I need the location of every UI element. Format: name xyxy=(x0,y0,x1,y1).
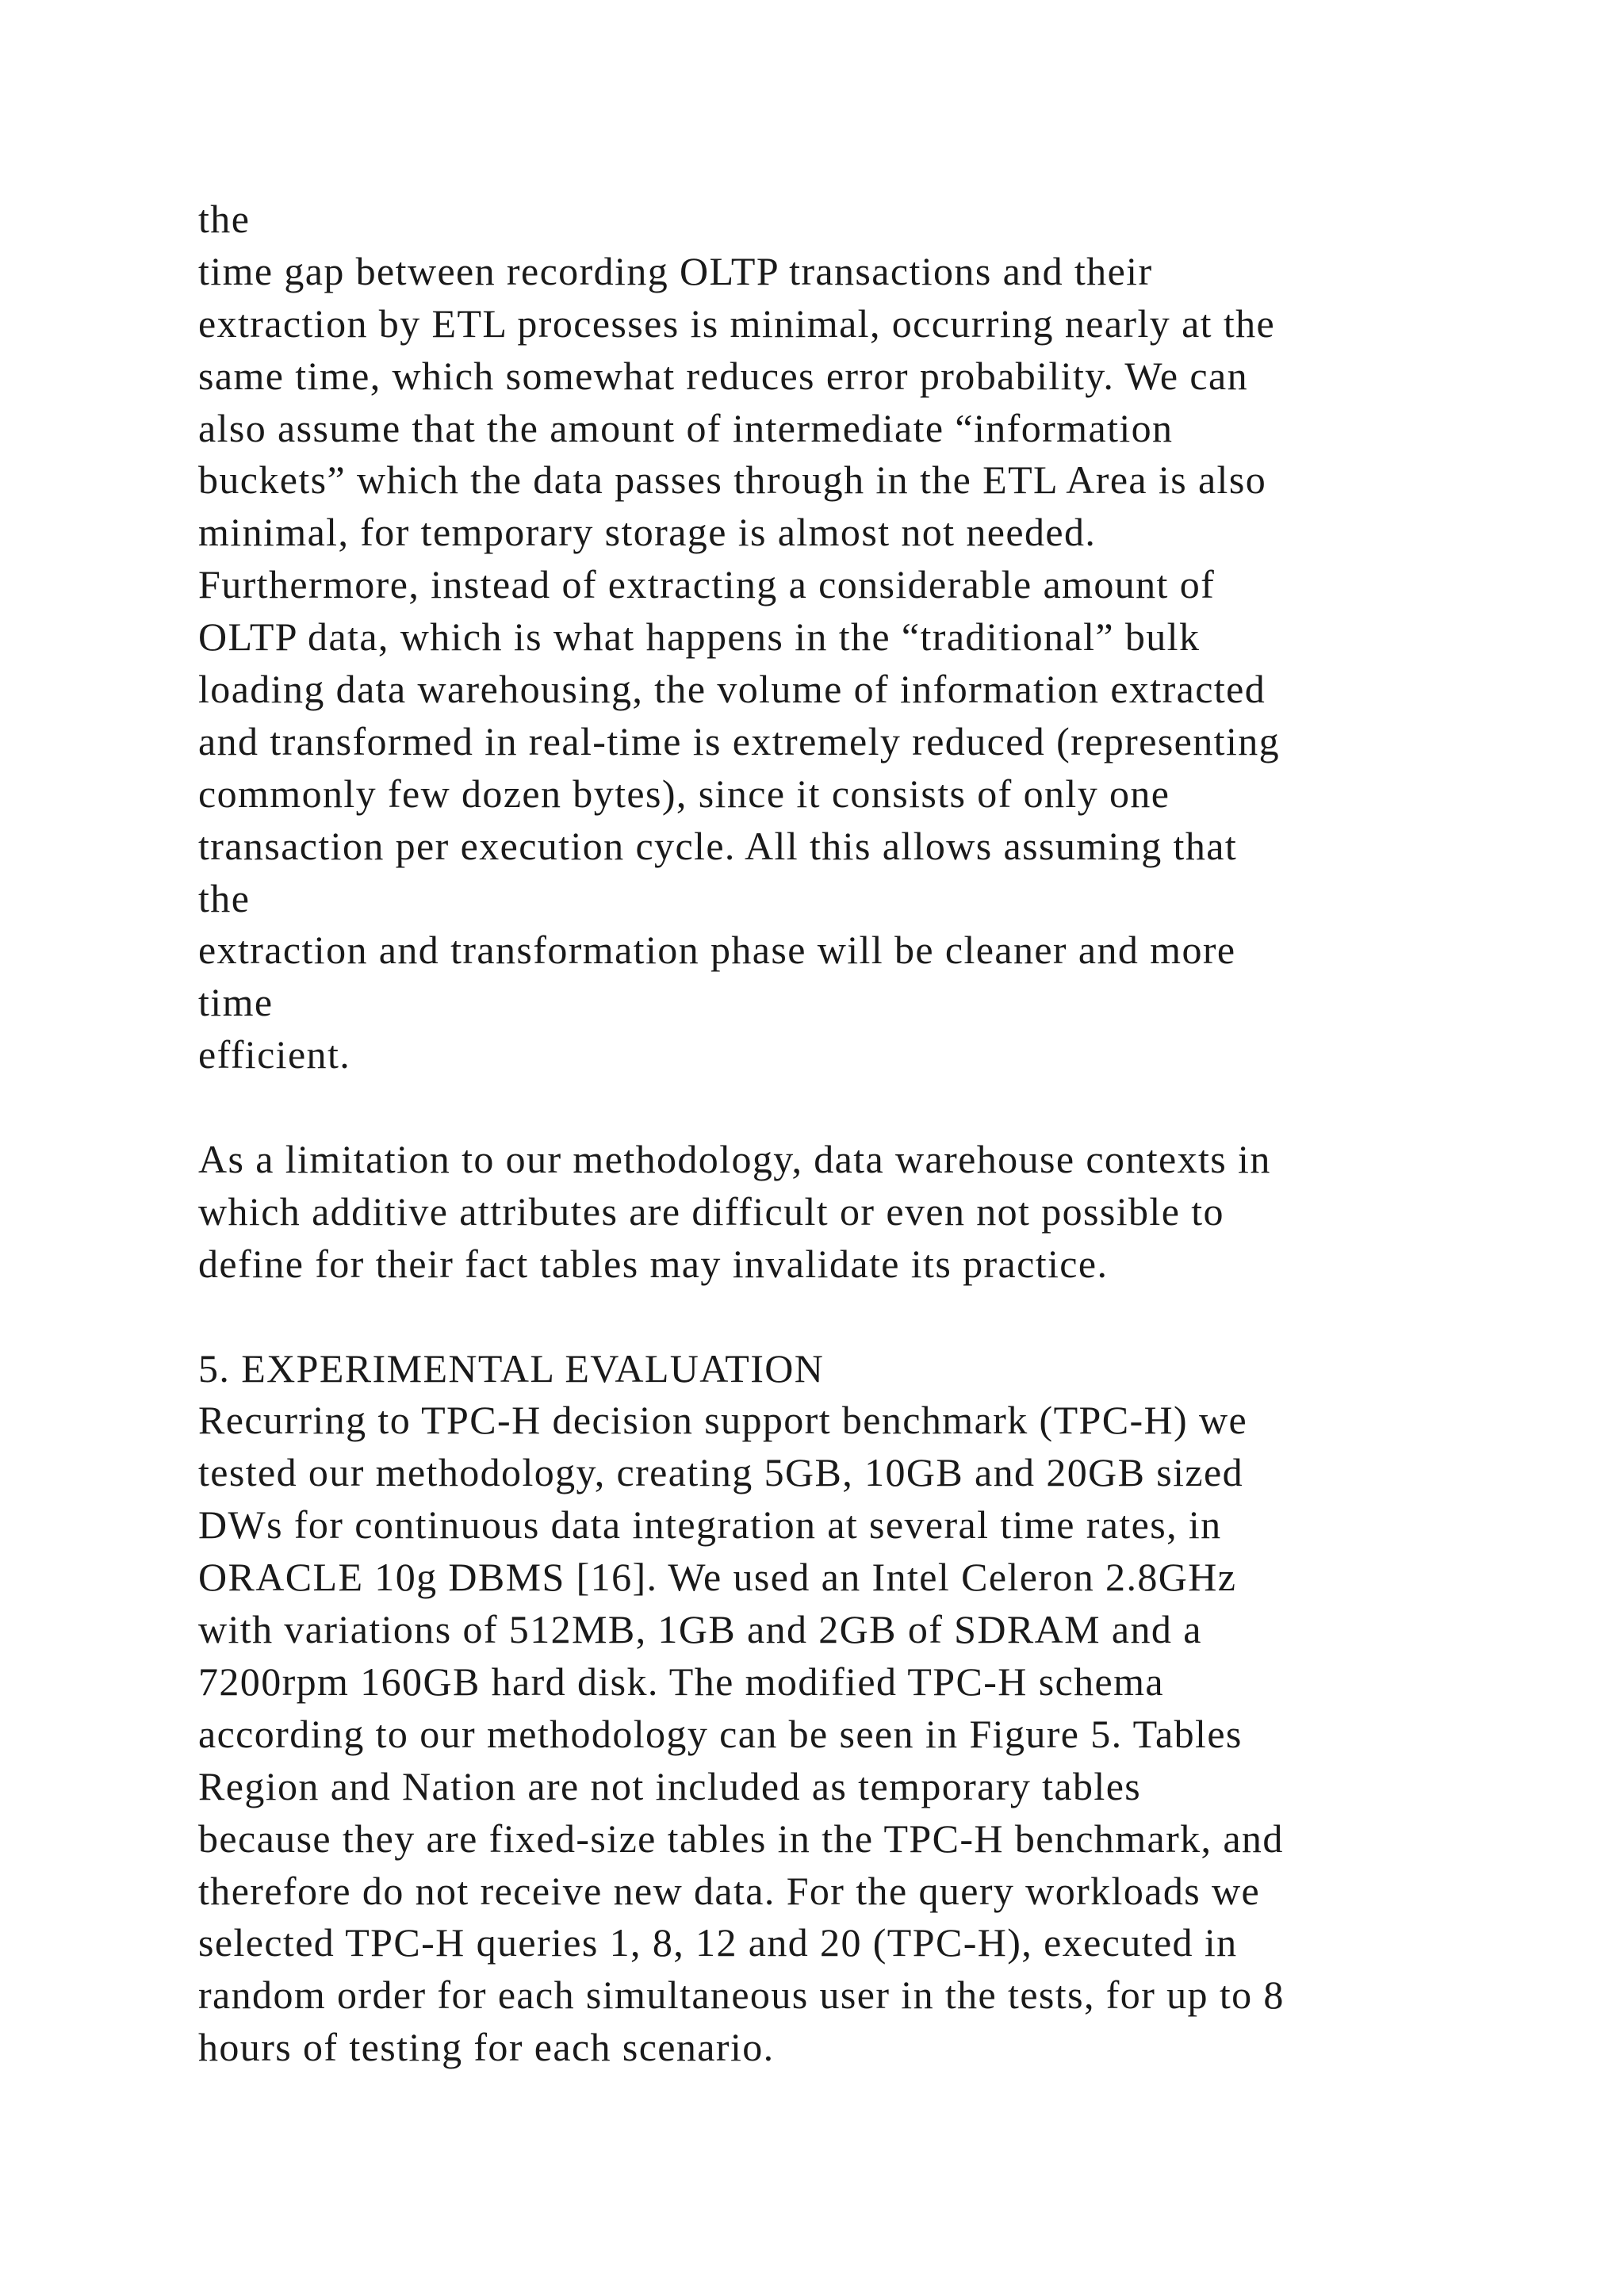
text-line: same time, which somewhat reduces error probability. We can xyxy=(198,353,1248,398)
paragraph-continuation xyxy=(198,193,1594,1081)
text-line: commonly few dozen bytes), since it consists of only one xyxy=(198,771,1170,816)
text-line: with variations of 512MB, 1GB and 2GB of SDRAM and a xyxy=(198,1607,1202,1652)
text-line: OLTP data, which is what happens in the “traditional” bulk xyxy=(198,614,1201,660)
text-line: As a limitation to our methodology, data warehouse contexts in xyxy=(198,1137,1271,1182)
paragraph-limitation xyxy=(198,1134,1594,1291)
paragraph-experimental xyxy=(198,1395,1594,2074)
text-line: time gap between recording OLTP transactions and their xyxy=(198,248,1153,293)
text-line: extraction and transformation phase will be cleaner and more xyxy=(198,928,1236,973)
text-line: DWs for continuous data integration at several time rates, in xyxy=(198,1502,1222,1548)
text-line: Recurring to TPC-H decision support benchmark (TPC-H) we xyxy=(198,1398,1248,1443)
text-line: minimal, for temporary storage is almost not needed. xyxy=(198,510,1097,555)
text-line: time xyxy=(198,980,274,1025)
text-line: transaction per execution cycle. All this allows assuming that xyxy=(198,823,1238,868)
text-line: the xyxy=(198,875,251,920)
text-line: ORACLE 10g DBMS [16]. We used an Intel Celeron 2.8GHz xyxy=(198,1555,1237,1600)
text-line: therefore do not receive new data. For the query workloads we xyxy=(198,1868,1261,1913)
section-heading: 5. EXPERIMENTAL EVALUATION xyxy=(198,1345,825,1391)
text-line: also assume that the amount of intermediate “information xyxy=(198,405,1174,450)
text-line: define for their fact tables may invalidate its practice. xyxy=(198,1241,1109,1286)
text-line: which additive attributes are difficult or even not possible to xyxy=(198,1188,1224,1234)
text-line: 7200rpm 160GB hard disk. The modified TPC-H schema xyxy=(198,1659,1165,1704)
text-line: the xyxy=(198,197,251,241)
text-line: Region and Nation are not included as temporary tables xyxy=(198,1763,1142,1808)
text-line: random order for each simultaneous user in the tests, for up to 8 xyxy=(198,1973,1285,2018)
text-line: efficient. xyxy=(198,1032,351,1077)
text-line: Furthermore, instead of extracting a considerable amount of xyxy=(198,562,1216,607)
text-line: hours of testing for each scenario. xyxy=(198,2025,775,2070)
text-line: according to our methodology can be seen in Figure 5. Tables xyxy=(198,1711,1243,1756)
paragraph-spacer xyxy=(198,1291,1594,1343)
paragraph-spacer xyxy=(198,1081,1594,1134)
text-line: buckets” which the data passes through in the ETL Area is also xyxy=(198,457,1267,503)
text-line: extraction by ETL processes is minimal, occurring nearly at the xyxy=(198,300,1276,346)
text-line: because they are fixed-size tables in the TPC-H benchmark, and xyxy=(198,1816,1284,1861)
text-line: and transformed in real-time is extremely reduced (representing xyxy=(198,718,1281,763)
document-body xyxy=(198,193,1594,2074)
text-line: selected TPC-H queries 1, 8, 12 and 20 (TPC-H), executed in xyxy=(198,1920,1238,1965)
text-line: tested our methodology, creating 5GB, 10GB and 20GB sized xyxy=(198,1450,1244,1495)
text-line: loading data warehousing, the volume of information extracted xyxy=(198,667,1266,712)
